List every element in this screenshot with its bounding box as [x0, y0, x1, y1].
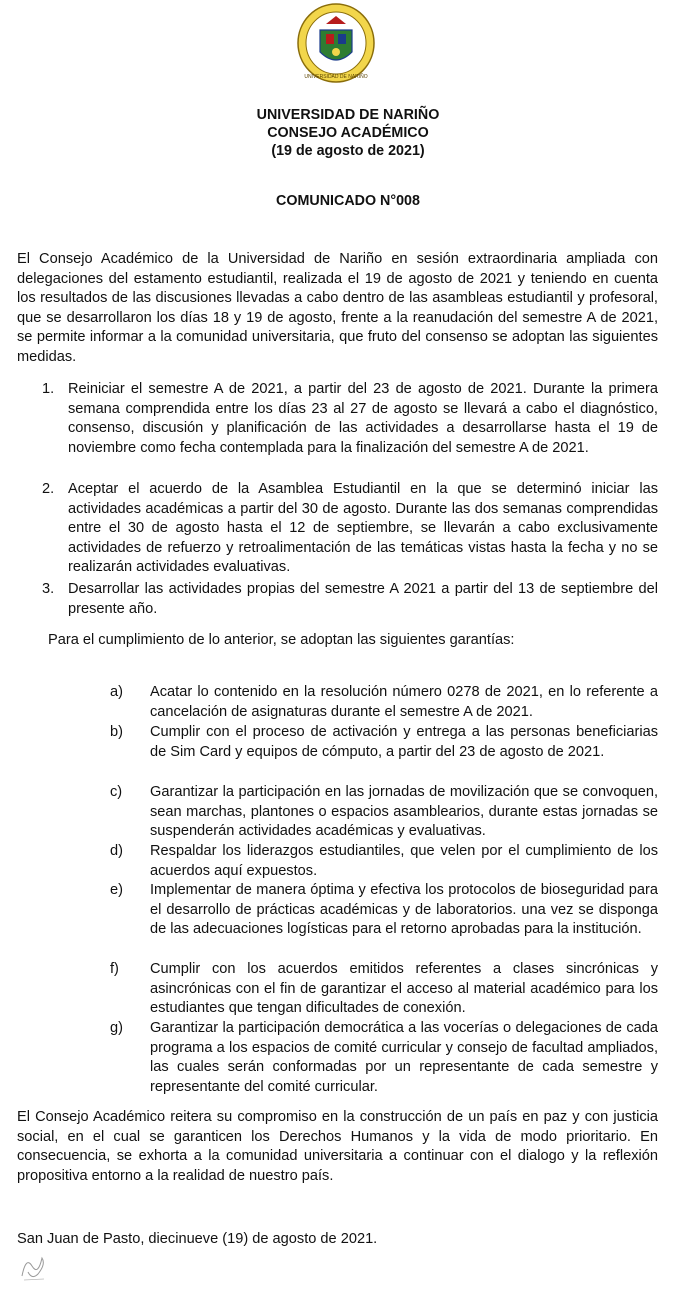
council-name: CONSEJO ACADÉMICO — [267, 125, 429, 141]
signature-icon — [14, 1246, 52, 1286]
list-number: 2. — [42, 481, 55, 497]
list-letter: d) — [110, 843, 123, 859]
list-text: Cumplir con los acuerdos emitidos referentes a clases sincrónicas y asincrónicas con el fin de garantizar el acceso al material académico para los estudiantes que tengan dificultades de conexión. — [150, 961, 658, 1016]
document-title: COMUNICADO N°008 — [276, 193, 420, 209]
list-text: Desarrollar las actividades propias del semestre A 2021 a partir del 13 de septiembre del presente año. — [68, 581, 658, 617]
list-text: Reiniciar el semestre A de 2021, a partir del 23 de agosto de 2021. Durante la primera semana comprendida entre los días 23 al 27 de agosto se llevará a cabo el diagnóstico, consenso, discusión y planificación de las actividades a desarrollarse hasta el 19 de noviembre como fecha contemplada para la finalización del semestre A de 2021. — [68, 381, 658, 456]
list-text: Respaldar los liderazgos estudiantiles, que velen por el cumplimiento de los acuerdos aquí expuestos. — [150, 843, 658, 879]
guarantees-intro: Para el cumplimiento de lo anterior, se adoptan las siguientes garantías: — [48, 632, 515, 648]
document-header — [0, 106, 696, 160]
list-text: Cumplir con el proceso de activación y entrega a las personas beneficiarias de Sim Card y equipos de cómputo, a partir del 23 de agosto de 2021. — [150, 724, 658, 760]
list-number: 1. — [42, 381, 55, 397]
list-text: Aceptar el acuerdo de la Asamblea Estudiantil en la que se determinó iniciar las actividades académicas a partir del 30 de agosto. Durante las dos semanas comprendidas entre el 30 de agosto hasta el 12 de septiembre, se llevarán a cabo exclusivamente actividades de refuerzo y retroalimentación de las temáticas vistas hasta la fecha y no se realizarán actividades evaluativas. — [68, 481, 658, 575]
list-letter: e) — [110, 882, 123, 898]
seal-text: UNIVERSIDAD DE NARIÑO — [304, 74, 368, 80]
list-letter: a) — [110, 684, 123, 700]
list-text: Implementar de manera óptima y efectiva los protocolos de bioseguridad para el desarrollo de prácticas académicas y de laboratorios. una vez se disponga de las adecuaciones logísticas para el retorno aprobadas para la institución. — [150, 882, 658, 937]
list-text: Acatar lo contenido en la resolución número 0278 de 2021, en lo referente a cancelación de asignaturas durante el semestre A de 2021. — [150, 684, 658, 720]
intro-paragraph: El Consejo Académico de la Universidad de Nariño en sesión extraordinaria ampliada con delegaciones del estamento estudiantil, realizada el 19 de agosto de 2021 y teniendo en cuenta los resultados de las discusiones llevadas a cabo dentro de las asambleas estudiantil y profesoral, que se desarrollaron los días 18 y 19 de agosto, frente a la reanudación del semestre A de 2021, se permite informar a la comunidad universitaria, que fruto del consenso se adoptan las siguientes medidas. — [17, 251, 658, 365]
university-seal-icon — [296, 2, 376, 84]
list-letter: g) — [110, 1020, 123, 1036]
document-date: (19 de agosto de 2021) — [271, 143, 425, 159]
list-letter: f) — [110, 961, 119, 977]
list-text: Garantizar la participación en las jornadas de movilización que se convoquen, sean marchas, plantones o espacios asamblearios, durante estas jornadas se suspenderán actividades académicas y evaluativas. — [150, 784, 658, 839]
list-letter: b) — [110, 724, 123, 740]
list-text: Garantizar la participación democrática a las vocerías o delegaciones de cada programa a los espacios de comité curricular y consejo de facultad ampliados, las cuales serán conformadas por un representante de cada semestre y representante del comité curricular. — [150, 1020, 658, 1095]
list-letter: c) — [110, 784, 123, 800]
university-name: UNIVERSIDAD DE NARIÑO — [256, 107, 440, 123]
list-number: 3. — [42, 581, 55, 597]
closing-paragraph: El Consejo Académico reitera su compromiso en la construcción de un país en paz y con justicia social, en el cual se garanticen los Derechos Humanos y la vida de modo prioritario. En consecuencia, se exhorta a la comunidad universitaria a continuar con el dialogo y la reflexión propositiva entorno a la realidad de nuestro país. — [17, 1109, 658, 1184]
place-date: San Juan de Pasto, diecinueve (19) de agosto de 2021. — [17, 1231, 378, 1247]
